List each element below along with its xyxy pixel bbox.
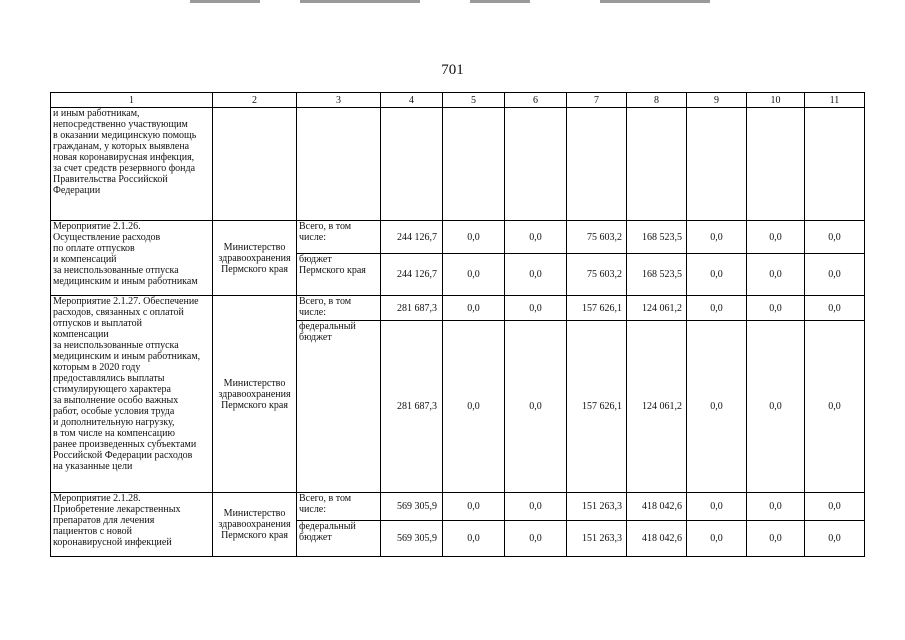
column-number-11: 11 <box>805 93 865 108</box>
scan-edge-mark <box>600 0 710 3</box>
amount-cell: 0,0 <box>505 221 567 254</box>
continued-description: и иным работникам, непосредственно участвующим в оказании медицинскую помощь гражданам, у которых выявлена новая коронавирусная инфекция, за счет средств резервного фонда Правительства Российской Федерации <box>51 108 213 221</box>
funding-source: Всего, в том числе: <box>297 493 381 521</box>
amount-cell: 0,0 <box>687 493 747 521</box>
amount-cell: 0,0 <box>805 521 865 557</box>
column-number-10: 10 <box>747 93 805 108</box>
amount-cell: 0,0 <box>505 521 567 557</box>
amount-cell: 0,0 <box>505 321 567 493</box>
measure-row <box>51 493 865 521</box>
executor-name: Министерство здравоохранения Пермского края <box>213 493 297 557</box>
column-number-5: 5 <box>443 93 505 108</box>
column-number-2: 2 <box>213 93 297 108</box>
amount-cell: 168 523,5 <box>627 254 687 296</box>
amount-cell: 569 305,9 <box>381 493 443 521</box>
executor-name: Министерство здравоохранения Пермского края <box>213 221 297 296</box>
empty-cell <box>213 108 297 221</box>
amount-cell: 0,0 <box>443 521 505 557</box>
page-number: 701 <box>441 62 464 78</box>
amount-cell: 157 626,1 <box>567 296 627 321</box>
amount-cell: 0,0 <box>687 221 747 254</box>
amount-cell: 418 042,6 <box>627 493 687 521</box>
amount-cell: 0,0 <box>443 221 505 254</box>
amount-cell: 124 061,2 <box>627 321 687 493</box>
empty-cell <box>297 108 381 221</box>
budget-table <box>50 92 865 557</box>
amount-cell: 168 523,5 <box>627 221 687 254</box>
amount-cell: 0,0 <box>505 296 567 321</box>
executor-name: Министерство здравоохранения Пермского края <box>213 296 297 493</box>
amount-cell: 0,0 <box>747 221 805 254</box>
column-number-4: 4 <box>381 93 443 108</box>
amount-cell: 0,0 <box>687 296 747 321</box>
amount-cell: 0,0 <box>805 296 865 321</box>
empty-cell <box>747 108 805 221</box>
amount-cell: 569 305,9 <box>381 521 443 557</box>
amount-cell: 0,0 <box>805 254 865 296</box>
amount-cell: 0,0 <box>805 493 865 521</box>
amount-cell: 0,0 <box>805 321 865 493</box>
funding-source: федеральный бюджет <box>297 321 381 493</box>
funding-source: Всего, в том числе: <box>297 296 381 321</box>
empty-cell <box>627 108 687 221</box>
amount-cell: 0,0 <box>687 521 747 557</box>
amount-cell: 244 126,7 <box>381 254 443 296</box>
amount-cell: 0,0 <box>443 493 505 521</box>
amount-cell: 0,0 <box>747 296 805 321</box>
amount-cell: 281 687,3 <box>381 296 443 321</box>
empty-cell <box>567 108 627 221</box>
scan-edge-mark <box>470 0 530 3</box>
column-number-9: 9 <box>687 93 747 108</box>
amount-cell: 0,0 <box>747 493 805 521</box>
measure-row <box>51 296 865 321</box>
amount-cell: 0,0 <box>443 296 505 321</box>
measure-row <box>51 221 865 254</box>
column-number-row <box>51 93 865 108</box>
amount-cell: 0,0 <box>443 254 505 296</box>
amount-cell: 418 042,6 <box>627 521 687 557</box>
scan-edge-mark <box>190 0 260 3</box>
amount-cell: 151 263,3 <box>567 493 627 521</box>
amount-cell: 0,0 <box>505 254 567 296</box>
empty-cell <box>687 108 747 221</box>
column-number-3: 3 <box>297 93 381 108</box>
amount-cell: 157 626,1 <box>567 321 627 493</box>
amount-cell: 75 603,2 <box>567 254 627 296</box>
amount-cell: 0,0 <box>747 254 805 296</box>
column-number-6: 6 <box>505 93 567 108</box>
funding-source: бюджет Пермского края <box>297 254 381 296</box>
column-number-7: 7 <box>567 93 627 108</box>
measure-description: Мероприятие 2.1.28. Приобретение лекарственных препаратов для лечения пациентов с новой коронавирусной инфекцией <box>51 493 213 557</box>
amount-cell: 0,0 <box>687 254 747 296</box>
continued-row <box>51 108 865 221</box>
amount-cell: 244 126,7 <box>381 221 443 254</box>
amount-cell: 0,0 <box>747 521 805 557</box>
empty-cell <box>443 108 505 221</box>
column-number-1: 1 <box>51 93 213 108</box>
table-body <box>51 93 865 557</box>
funding-source: федеральный бюджет <box>297 521 381 557</box>
amount-cell: 151 263,3 <box>567 521 627 557</box>
amount-cell: 281 687,3 <box>381 321 443 493</box>
funding-source: Всего, в том числе: <box>297 221 381 254</box>
empty-cell <box>505 108 567 221</box>
amount-cell: 75 603,2 <box>567 221 627 254</box>
empty-cell <box>805 108 865 221</box>
column-number-8: 8 <box>627 93 687 108</box>
measure-description: Мероприятие 2.1.26. Осуществление расходов по оплате отпусков и компенсаций за неиспользованные отпуска медицинским и иным работникам <box>51 221 213 296</box>
amount-cell: 0,0 <box>443 321 505 493</box>
amount-cell: 0,0 <box>505 493 567 521</box>
amount-cell: 0,0 <box>805 221 865 254</box>
measure-description: Мероприятие 2.1.27. Обеспечение расходов, связанных с оплатой отпусков и выплатой компенсации за неиспользованные отпуска медицинским и иным работникам, которым в 2020 году предоставлялись выплаты стимулирующего характера за выполнение особо важных работ, особые условия труда и дополнительную нагрузку, в том числе на компенсацию ранее произведенных субъектами Российской Федерации расходов на указанные цели <box>51 296 213 493</box>
amount-cell: 124 061,2 <box>627 296 687 321</box>
amount-cell: 0,0 <box>687 321 747 493</box>
empty-cell <box>381 108 443 221</box>
scan-edge-mark <box>300 0 420 3</box>
amount-cell: 0,0 <box>747 321 805 493</box>
